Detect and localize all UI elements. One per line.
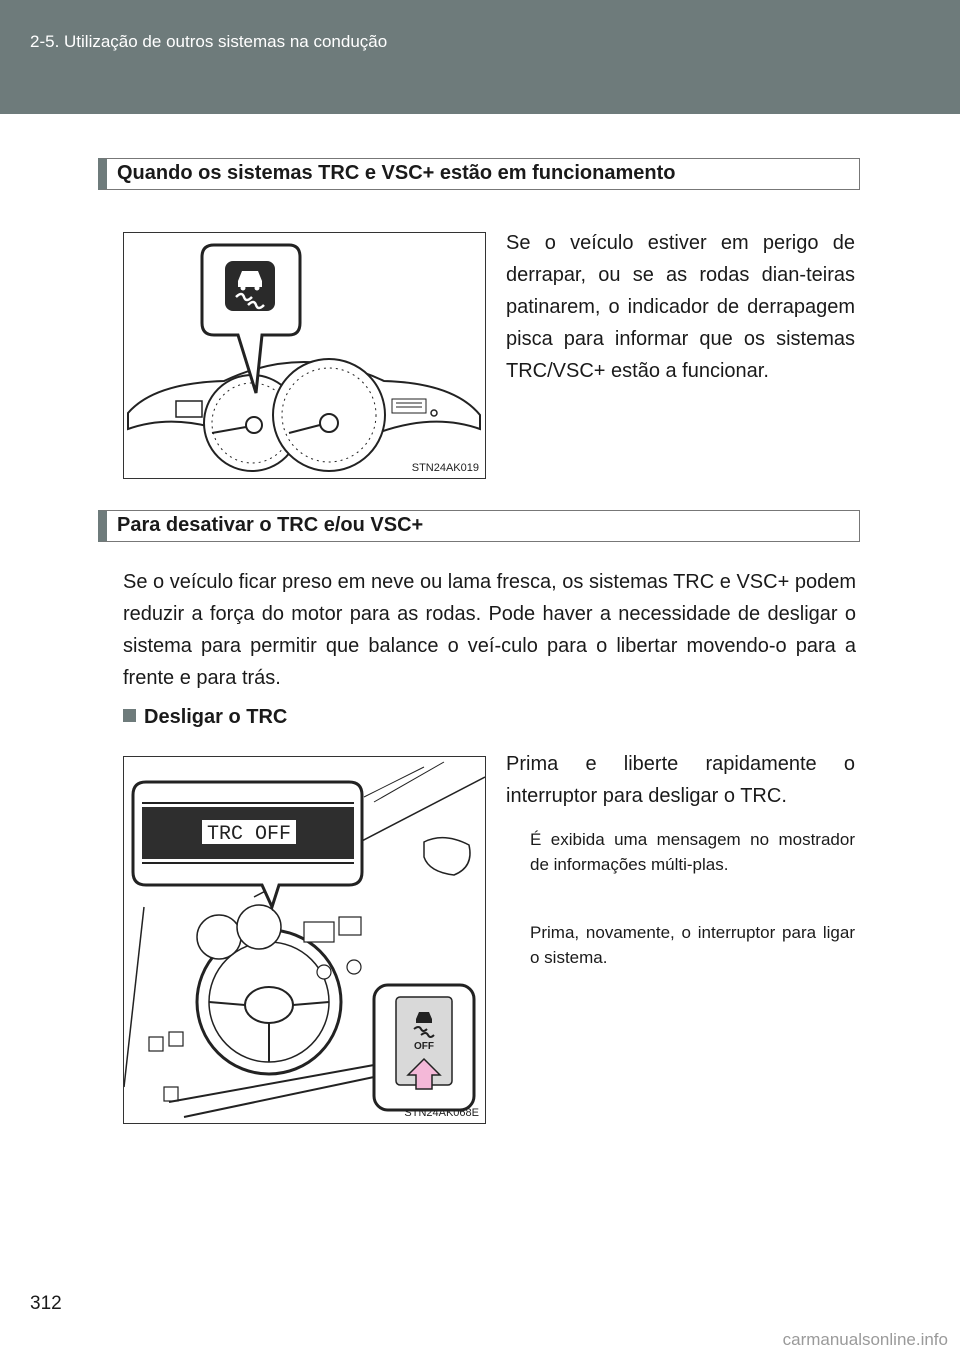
- figure-dashboard-switch: [123, 756, 486, 1124]
- section-heading-disable-trc: Para desativar o TRC e/ou VSC+: [98, 510, 860, 542]
- section2-intro: Se o veículo ficar preso em neve ou lama fresca, os sistemas TRC e VSC+ podem reduzir a força do motor para as rodas. Pode haver a necessidade de desligar o sistema para permitir que balance o veí-culo para o libertar movendo-o para a frente e para trás.: [123, 571, 856, 689]
- subheading-disable-trc: Desligar o TRC: [123, 706, 287, 729]
- section-heading-trc-vsc-operating: Quando os sistemas TRC e VSC+ estão em funcionamento: [98, 158, 860, 190]
- section1-description: Se o veículo estiver em perigo de derrapar, ou se as rodas dian-teiras patinarem, o indicador de derrapagem pisca para informar que os sistemas TRC/VSC+ estão a funcionar.: [506, 232, 855, 382]
- dashboard-illustration: [124, 757, 485, 1123]
- page-header: [0, 0, 960, 114]
- note-message-displayed: É exibida uma mensagem no mostrador de informações múlti-plas.: [530, 830, 855, 874]
- page-number: 312: [30, 1293, 62, 1314]
- figure-code: STN24AK068E: [404, 1107, 479, 1119]
- instrument-cluster-illustration: [124, 233, 485, 478]
- bullet-square-icon: [123, 709, 136, 722]
- figure-code: STN24AK019: [411, 462, 479, 474]
- trc-off-display-text: TRC OFF: [206, 823, 292, 846]
- switch-off-label: OFF: [414, 1041, 434, 1052]
- figure-instrument-cluster: [123, 232, 486, 479]
- chapter-title: 2-5. Utilização de outros sistemas na condução: [30, 32, 388, 51]
- note-press-again: Prima, novamente, o interruptor para ligar o sistema.: [530, 923, 855, 967]
- watermark: carmanualsonline.info: [782, 1330, 948, 1349]
- instruction-text: Prima e liberte rapidamente o interruptor para desligar o TRC.: [506, 753, 855, 807]
